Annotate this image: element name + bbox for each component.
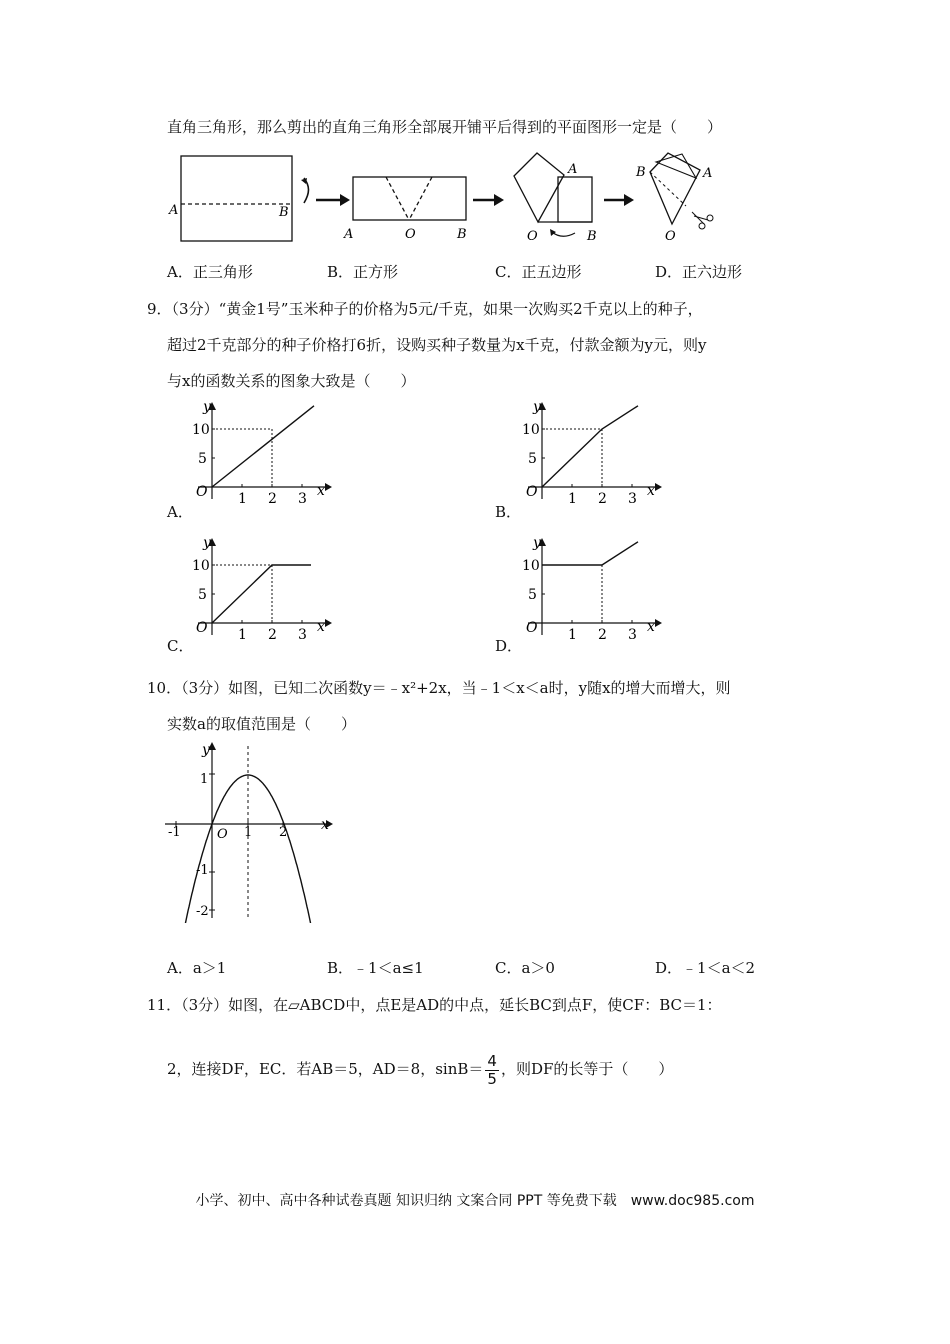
q10-x-tick-2: 2 bbox=[279, 825, 288, 840]
q10-x-label: x bbox=[321, 817, 329, 833]
q8-label-a1: A bbox=[169, 203, 179, 218]
q8-label-a3: A bbox=[568, 162, 578, 177]
q9-line-2: 超过2千克部分的种子价格打6折，设购买种子数量为x千克，付款金额为y元，则y bbox=[167, 336, 707, 354]
y-tick-label-5: 5 bbox=[198, 451, 207, 467]
q10-y-tick-1: 1 bbox=[200, 772, 209, 787]
q9-graph-d bbox=[520, 536, 670, 641]
q9-option-c[interactable]: C． bbox=[167, 637, 194, 655]
y-label: y bbox=[533, 400, 541, 415]
x-tick-label-2: 2 bbox=[598, 627, 607, 641]
q9-graph-a bbox=[190, 400, 340, 505]
q8-label-b2: B bbox=[457, 227, 467, 242]
q9-line-3: 与x的函数关系的图象大致是（ ） bbox=[167, 372, 416, 390]
q8-fold-shape-3 bbox=[514, 153, 564, 222]
x-tick-label-3: 3 bbox=[628, 627, 637, 641]
q8-rect-paper bbox=[181, 156, 292, 241]
origin-label: O bbox=[196, 484, 208, 500]
graph-line bbox=[542, 406, 638, 487]
q8-rect-folded bbox=[353, 177, 466, 220]
scissors-icon bbox=[692, 212, 713, 229]
x-axis-arrow bbox=[655, 619, 662, 627]
x-tick-label-1: 1 bbox=[238, 491, 247, 505]
x-label: x bbox=[647, 619, 655, 635]
q10-line-2: 实数a的取值范围是（ ） bbox=[167, 715, 356, 733]
origin-label: O bbox=[196, 620, 208, 636]
q10-parabola-graph bbox=[160, 738, 340, 923]
q9-line-1: 9．（3分）“黄金1号”玉米种子的价格为5元/千克，如果一次购买2千克以上的种子， bbox=[147, 300, 703, 318]
q10-x-tick-1: 1 bbox=[244, 825, 253, 840]
y-tick-label-10: 10 bbox=[192, 558, 210, 574]
origin-label: O bbox=[526, 620, 538, 636]
y-tick-label-10: 10 bbox=[522, 422, 540, 438]
q8-fold-shape-4 bbox=[650, 153, 700, 224]
x-tick-label-1: 1 bbox=[568, 491, 577, 505]
graph-line bbox=[602, 542, 638, 565]
q8-label-b1: B bbox=[279, 205, 289, 220]
q8-label-a4: A bbox=[703, 166, 713, 181]
q10-option-a[interactable]: A．a＞1 bbox=[167, 959, 227, 977]
q8-label-o3: O bbox=[527, 229, 538, 244]
y-label: y bbox=[203, 400, 211, 415]
graph-line bbox=[212, 565, 311, 623]
y-tick-label-5: 5 bbox=[198, 587, 207, 603]
x-tick-label-2: 2 bbox=[268, 491, 277, 505]
q10-x-tick-neg1: -1 bbox=[168, 825, 181, 840]
q10-origin-label: O bbox=[217, 827, 228, 842]
q10-parabola-curve bbox=[180, 775, 319, 923]
y-tick-label-5: 5 bbox=[528, 587, 537, 603]
x-tick-label-3: 3 bbox=[298, 491, 307, 505]
q10-option-b[interactable]: B．﹣1＜a≤1 bbox=[327, 959, 424, 977]
x-tick-label-1: 1 bbox=[238, 627, 247, 641]
q10-y-tick-neg1: -1 bbox=[196, 863, 209, 878]
q10-y-label: y bbox=[202, 742, 210, 758]
q8-option-c[interactable]: C．正五边形 bbox=[495, 263, 582, 281]
x-axis-arrow bbox=[325, 483, 332, 491]
y-label: y bbox=[533, 536, 541, 551]
y-tick-label-10: 10 bbox=[192, 422, 210, 438]
x-tick-label-2: 2 bbox=[268, 627, 277, 641]
q10-option-d[interactable]: D．﹣1＜a＜2 bbox=[655, 959, 756, 977]
x-label: x bbox=[317, 483, 325, 499]
q8-text-line: 直角三角形，那么剪出的直角三角形全部展开铺平后得到的平面图形一定是（ ） bbox=[167, 118, 723, 136]
q8-option-a[interactable]: A．正三角形 bbox=[167, 263, 253, 281]
q10-line-1: 10．（3分）如图，已知二次函数y＝﹣x²+2x，当﹣1＜x＜a时，y随x的增大而增大，则 bbox=[147, 679, 731, 697]
q11-fraction: $\frac{4}{5}$ bbox=[487, 1051, 497, 1088]
q8-folding-figure bbox=[160, 148, 740, 248]
q8-option-b[interactable]: B．正方形 bbox=[327, 263, 399, 281]
q11-line-2: 2，连接DF，EC．若AB＝5，AD＝8，sinB＝ $\frac{4}{5}$ ，则DF的长等于（ ） bbox=[167, 1051, 674, 1088]
q8-label-o2: O bbox=[405, 227, 416, 242]
x-tick-label-3: 3 bbox=[298, 627, 307, 641]
q10-option-c[interactable]: C．a＞0 bbox=[495, 959, 555, 977]
q9-option-b[interactable]: B． bbox=[495, 503, 522, 521]
q9-graph-b bbox=[520, 400, 670, 505]
x-axis-arrow bbox=[325, 619, 332, 627]
y-label: y bbox=[203, 536, 211, 551]
x-tick-label-3: 3 bbox=[628, 491, 637, 505]
q8-label-a2: A bbox=[344, 227, 354, 242]
x-tick-label-1: 1 bbox=[568, 627, 577, 641]
q11-line-1: 11．（3分）如图，在▱ABCD中，点E是AD的中点，延长BC到点F，使CF：BC＝1： bbox=[147, 996, 722, 1014]
x-label: x bbox=[647, 483, 655, 499]
y-tick-label-5: 5 bbox=[528, 451, 537, 467]
q8-label-o4: O bbox=[665, 229, 676, 244]
q9-option-a[interactable]: A． bbox=[167, 503, 193, 521]
q8-label-b4: B bbox=[636, 165, 646, 180]
y-tick-label-10: 10 bbox=[522, 558, 540, 574]
q10-y-tick-neg2: -2 bbox=[196, 904, 209, 919]
x-tick-label-2: 2 bbox=[598, 491, 607, 505]
q8-label-b3: B bbox=[587, 229, 597, 244]
x-axis-arrow bbox=[655, 483, 662, 491]
origin-label: O bbox=[526, 484, 538, 500]
q8-option-d[interactable]: D．正六边形 bbox=[655, 263, 743, 281]
q9-graph-c bbox=[190, 536, 340, 641]
page-footer: 小学、初中、高中各种试卷真题 知识归纳 文案合同 PPT 等免费下载 www.doc985.com bbox=[195, 1193, 755, 1209]
q9-option-d[interactable]: D． bbox=[495, 637, 523, 655]
x-label: x bbox=[317, 619, 325, 635]
graph-line bbox=[212, 406, 314, 487]
